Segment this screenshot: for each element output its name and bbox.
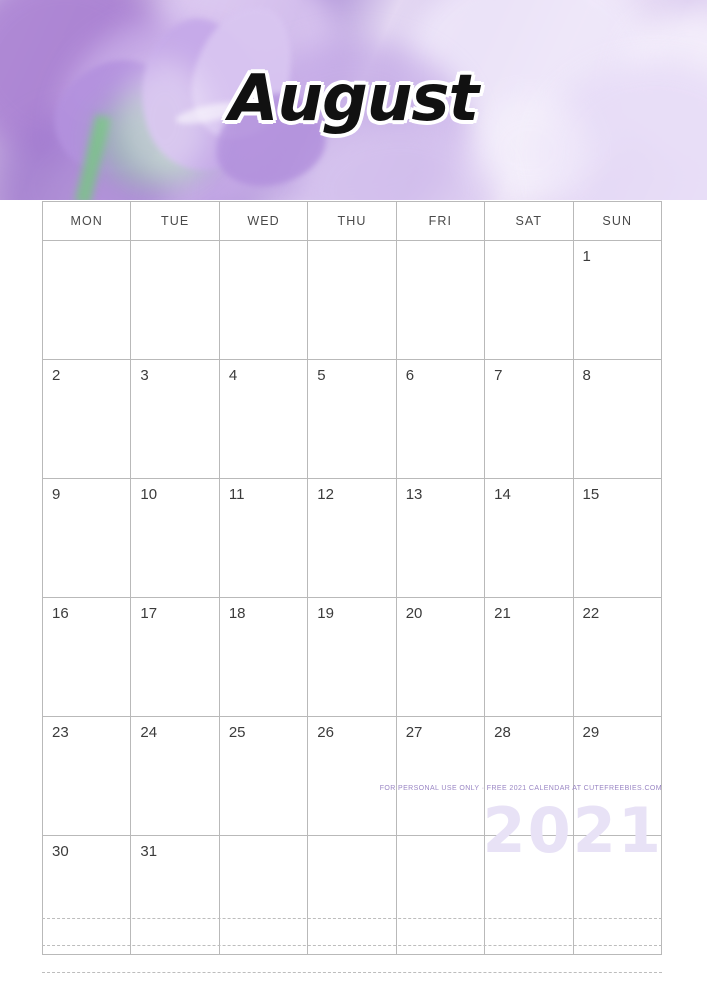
note-line[interactable] [42, 945, 662, 946]
day-cell[interactable] [396, 241, 484, 360]
weekday-header-mon: MON [43, 202, 131, 241]
weekday-header-row [43, 202, 662, 241]
day-cell[interactable]: 15 [573, 479, 661, 598]
day-cell[interactable]: 3 [131, 360, 219, 479]
day-cell[interactable]: 23 [43, 717, 131, 836]
day-cell[interactable]: 17 [131, 598, 219, 717]
day-cell[interactable]: 18 [219, 598, 307, 717]
calendar-week-row [43, 360, 662, 479]
weekday-header-wed: WED [219, 202, 307, 241]
day-cell[interactable]: 14 [485, 479, 573, 598]
notes-area [42, 918, 662, 999]
day-cell[interactable]: 8 [573, 360, 661, 479]
calendar-week-row [43, 717, 662, 836]
note-line[interactable] [42, 918, 662, 919]
note-line[interactable] [42, 972, 662, 973]
day-cell[interactable]: 20 [396, 598, 484, 717]
calendar-week-row [43, 598, 662, 717]
day-cell[interactable]: 5 [308, 360, 396, 479]
day-cell[interactable]: 26 [308, 717, 396, 836]
day-cell[interactable]: 7 [485, 360, 573, 479]
day-cell[interactable]: 30 [43, 836, 131, 955]
day-cell[interactable]: 24 [131, 717, 219, 836]
day-cell[interactable]: 25 [219, 717, 307, 836]
day-cell[interactable] [308, 241, 396, 360]
day-cell[interactable]: 13 [396, 479, 484, 598]
day-cell[interactable]: 22 [573, 598, 661, 717]
month-title: August [228, 62, 479, 136]
day-cell[interactable]: 11 [219, 479, 307, 598]
day-cell[interactable]: 2 [43, 360, 131, 479]
day-cell[interactable]: 16 [43, 598, 131, 717]
calendar-grid [42, 201, 662, 955]
day-cell[interactable]: 9 [43, 479, 131, 598]
weekday-header-tue: TUE [131, 202, 219, 241]
day-cell[interactable]: 6 [396, 360, 484, 479]
day-cell[interactable] [43, 241, 131, 360]
day-cell[interactable]: 12 [308, 479, 396, 598]
day-cell[interactable] [485, 241, 573, 360]
weekday-header-thu: THU [308, 202, 396, 241]
day-cell[interactable] [131, 241, 219, 360]
weekday-header-sat: SAT [485, 202, 573, 241]
weekday-header-fri: FRI [396, 202, 484, 241]
day-cell[interactable]: 29 [573, 717, 661, 836]
day-cell[interactable]: 10 [131, 479, 219, 598]
day-cell[interactable]: 27 [396, 717, 484, 836]
day-cell[interactable]: 4 [219, 360, 307, 479]
day-cell[interactable]: 28 [485, 717, 573, 836]
calendar-week-row [43, 241, 662, 360]
year-watermark: 2021 [482, 794, 663, 867]
day-cell[interactable]: 31 [131, 836, 219, 955]
day-cell[interactable]: 19 [308, 598, 396, 717]
day-cell[interactable]: 1 [573, 241, 661, 360]
calendar-week-row [43, 479, 662, 598]
day-cell[interactable]: 21 [485, 598, 573, 717]
day-cell[interactable] [219, 241, 307, 360]
weekday-header-sun: SUN [573, 202, 661, 241]
credit-text: FOR PERSONAL USE ONLY · FREE 2021 CALENDAR AT CUTEFREEBIES.COM [379, 785, 662, 792]
